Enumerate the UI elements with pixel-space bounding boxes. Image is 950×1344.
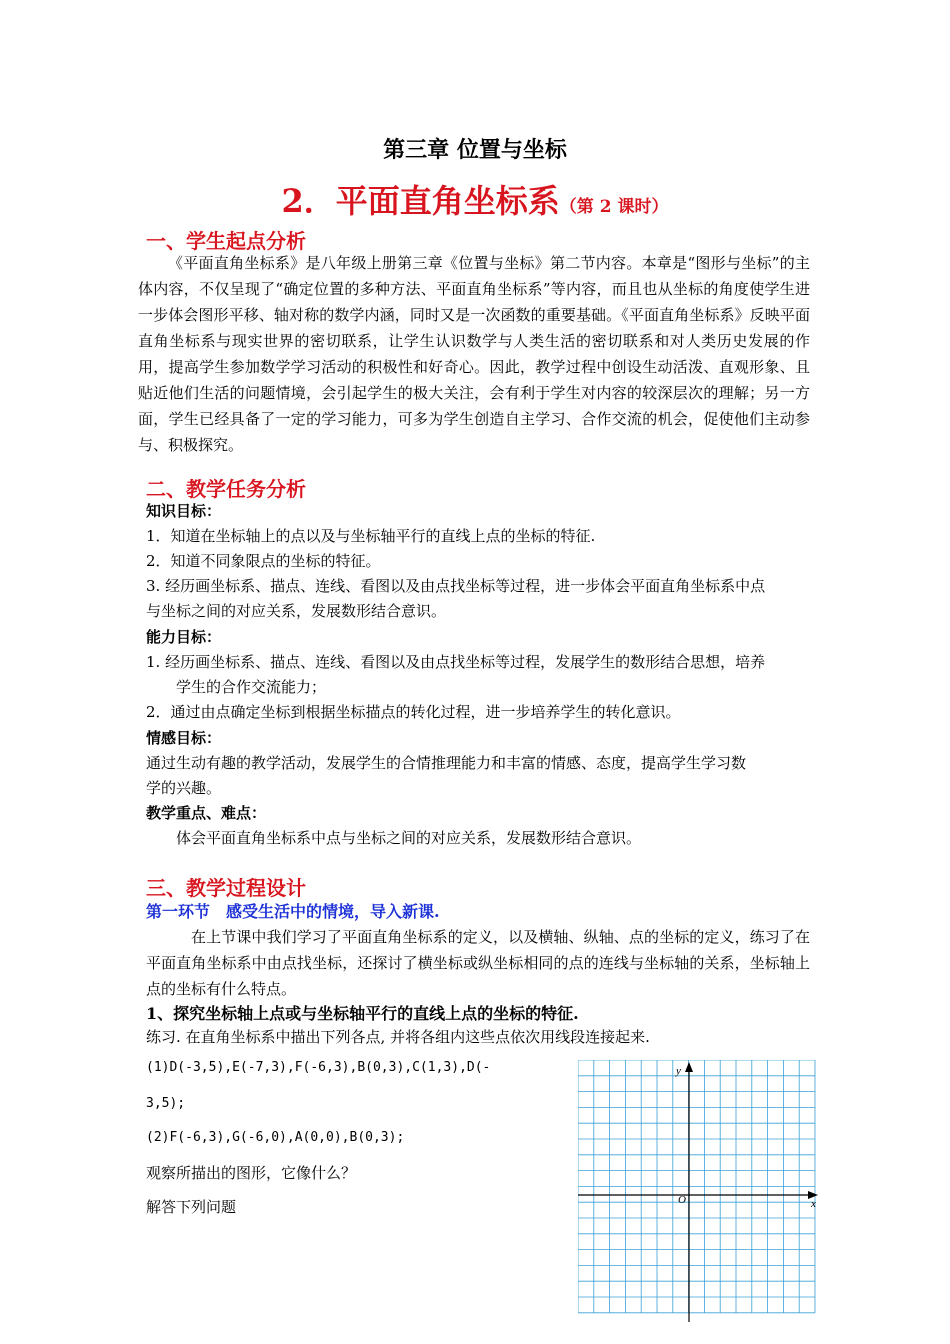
- knowledge-item-3b: 与坐标之间的对应关系，发展数形结合意识。: [146, 602, 447, 620]
- knowledge-item-3a: 3. 经历画坐标系、描点、连线、看图以及由点找坐标等过程，进一步体会平面直角坐标系中点: [146, 577, 766, 595]
- step-1-heading: 第一环节 感受生活中的情境，导入新课.: [146, 902, 440, 921]
- ability-item-1a: 1. 经历画坐标系、描点、连线、看图以及由点找坐标等过程，发展学生的数形结合思想，培养: [146, 653, 766, 671]
- question-2: 解答下列问题: [146, 1198, 237, 1216]
- ability-item-2: 2．通过由点确定坐标到根据坐标描点的转化过程，进一步培养学生的转化意识。: [146, 703, 681, 721]
- emotion-label: 情感目标：: [146, 729, 222, 747]
- key-label: 教学重点、难点：: [146, 804, 267, 822]
- origin-label: O: [678, 1194, 686, 1206]
- points-group-2: (2)F(-6,3),G(-6,0),A(0,0),B(0,3);: [146, 1130, 405, 1145]
- points-group-1b: 3,5);: [146, 1096, 186, 1111]
- coordinate-grid: [578, 1060, 823, 1322]
- x-axis-label: x: [811, 1198, 816, 1210]
- lesson-title-main: 2．平面直角坐标系: [281, 182, 560, 220]
- exercise-text: 练习. 在直角坐标系中描出下列各点, 并将各组内这些点依次用线段连接起来.: [146, 1028, 650, 1046]
- section-2-heading: 二、教学任务分析: [146, 477, 306, 501]
- section-1-heading: 一、学生起点分析: [146, 229, 306, 253]
- ability-item-1b: 学生的合作交流能力；: [176, 678, 327, 696]
- chapter-title: 第三章 位置与坐标: [383, 137, 567, 163]
- ability-label: 能力目标：: [146, 628, 222, 646]
- grid-lines: [578, 1060, 815, 1313]
- section-1-body: 《平面直角坐标系》是八年级上册第三章《位置与坐标》第二节内容。本章是“图形与坐标”的主体内容，不仅呈现了“确定位置的多种方法、平面直角坐标系”等内容，而且也从坐标的角度使学生进一步体会图形平移、轴对称的数学内涵，同时又是一次函数的重要基础。《平面直角坐标系》反映平面直角坐标系与现实世界的密切联系，让学生认识数学与人类生活的密切联系和对人类历史发展的作用，提高学生参加数学学习活动的积极性和好奇心。因此，教学过程中创设生动活泼、直观形象、且贴近他们生活的问题情境，会引起学生的极大关注，会有利于学生对内容的较深层次的理解；另一方面，学生已经具备了一定的学习能力，可多为学生创造自主学习、合作交流的机会，促使他们主动参与、积极探究。: [138, 254, 810, 454]
- points-group-1a: (1)D(-3,5),E(-7,3),F(-6,3),B(0,3),C(1,3),D(-: [146, 1060, 491, 1075]
- knowledge-label: 知识目标：: [146, 502, 222, 520]
- intro-paragraph: 在上节课中我们学习了平面直角坐标系的定义，以及横轴、纵轴、点的坐标的定义，练习了在平面直角坐标系中由点找坐标，还探讨了横坐标或纵坐标相同的点的连线与坐标轴的关系，坐标轴上点的坐标有什么特点。: [146, 928, 810, 998]
- emotion-item-b: 学的兴趣。: [146, 779, 222, 797]
- knowledge-item-2: 2．知道不同象限点的坐标的特征。: [146, 552, 381, 570]
- section-3-heading: 三、教学过程设计: [146, 876, 306, 900]
- lesson-title-sub: （第 2 课时）: [559, 197, 669, 217]
- question-1: 观察所描出的图形，它像什么？: [146, 1164, 357, 1182]
- item-1-heading: 1、探究坐标轴上点或与坐标轴平行的直线上点的坐标的特征.: [146, 1004, 579, 1023]
- key-item: 体会平面直角坐标系中点与坐标之间的对应关系，发展数形结合意识。: [176, 829, 642, 847]
- lesson-title: [0, 176, 950, 222]
- y-axis-label: y: [676, 1065, 681, 1077]
- y-axis-arrow: [685, 1062, 693, 1072]
- knowledge-item-1: 1．知道在坐标轴上的点以及与坐标轴平行的直线上点的坐标的特征.: [146, 527, 596, 545]
- emotion-item-a: 通过生动有趣的教学活动，发展学生的合情推理能力和丰富的情感、态度，提高学生学习数: [146, 754, 747, 772]
